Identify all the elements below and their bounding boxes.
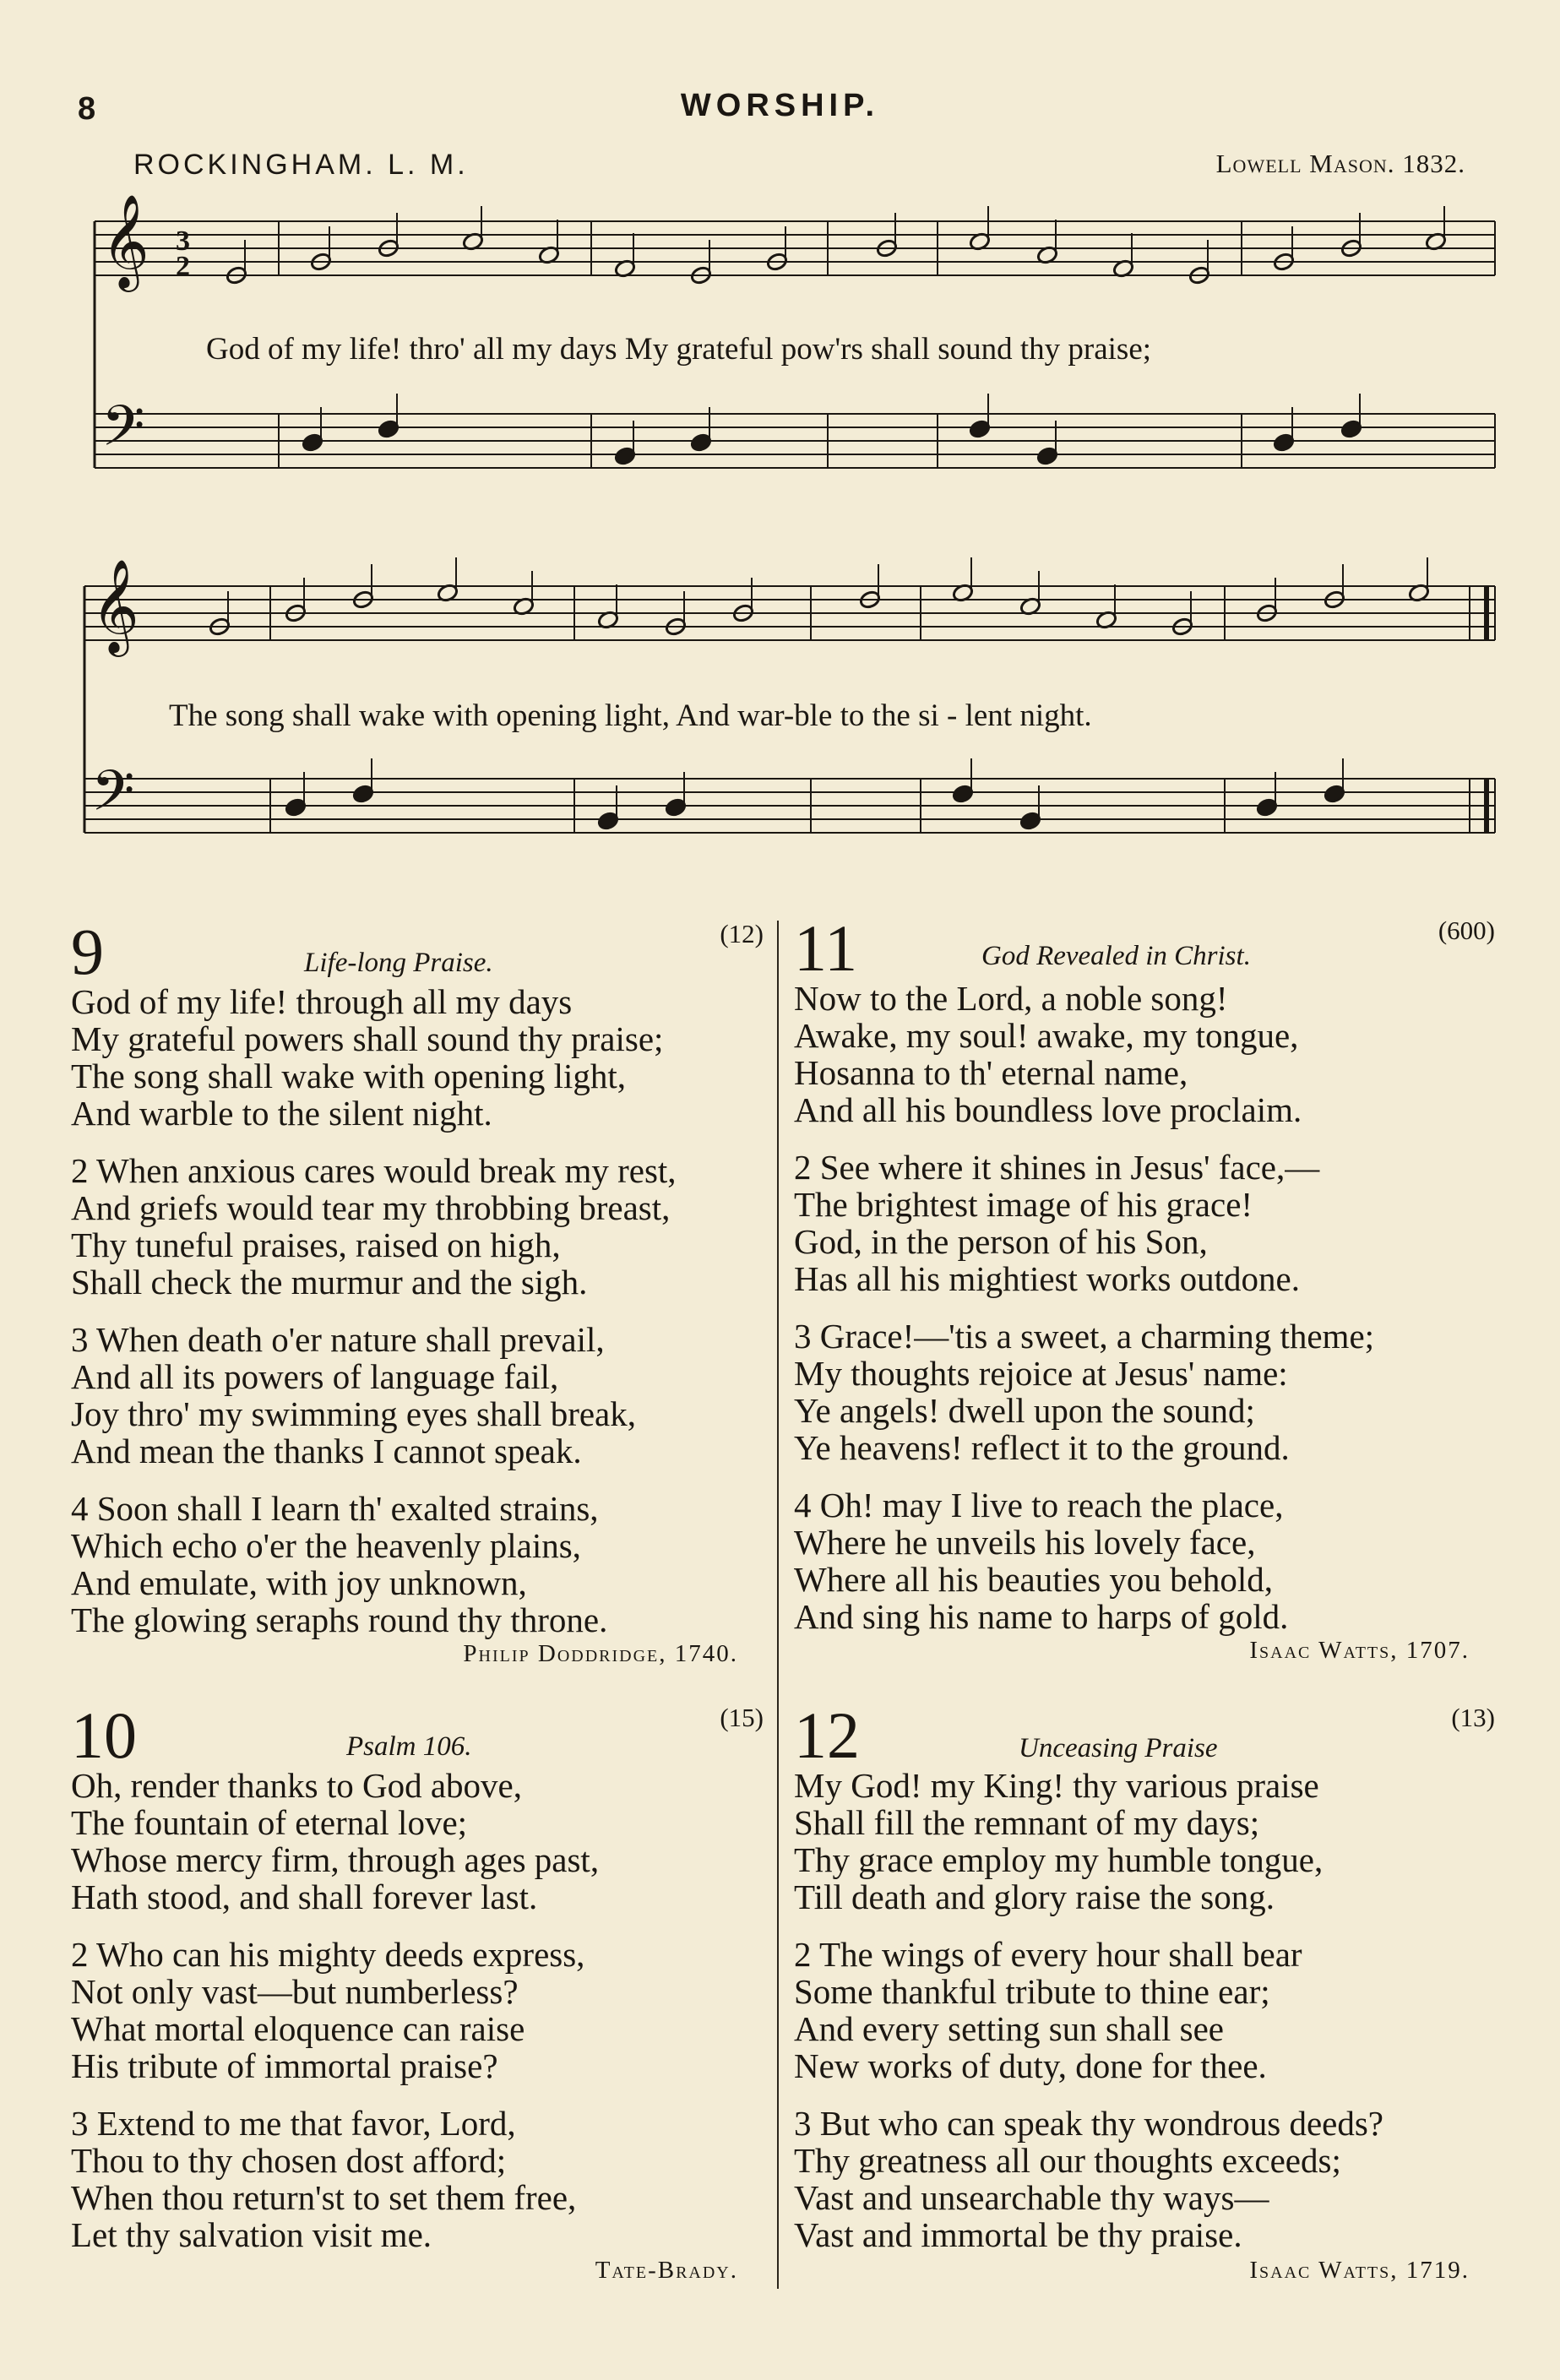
verse-line: And every setting sun shall see [794, 2009, 1224, 2048]
verse-line: And all his boundless love proclaim. [794, 1090, 1302, 1129]
hymn-title: Unceasing Praise [1019, 1733, 1218, 1763]
verse-line: Which echo o'er the heavenly plains, [71, 1526, 581, 1565]
hymn-reference: (12) [720, 919, 764, 948]
attribution: Tate-Brady. [595, 2257, 738, 2284]
verse-line: 3 Grace!—'tis a sweet, a charming theme; [794, 1317, 1375, 1356]
verse-line: Joy thro' my swimming eyes shall break, [71, 1394, 636, 1433]
verse-line: Thy greatness all our thoughts exceeds; [794, 2141, 1341, 2180]
verse-line: Not only vast—but numberless? [71, 1972, 519, 2011]
verse-line: Shall fill the remnant of my days; [794, 1803, 1260, 1842]
verse-line: Oh, render thanks to God above, [71, 1766, 523, 1805]
verse-line: Has all his mightiest works outdone. [794, 1259, 1301, 1298]
stanza-3 [794, 2105, 1383, 2253]
verse-line: 4 Oh! may I live to reach the place, [794, 1486, 1284, 1524]
stanza-2 [71, 1936, 584, 2084]
time-signature-top: 3 [176, 226, 190, 257]
verse-line: Some thankful tribute to thine ear; [794, 1972, 1270, 2011]
lyric-line-2: The song shall wake with opening light, And war-ble to the si - lent night. [169, 698, 1092, 733]
verse-line: 2 When anxious cares would break my rest, [71, 1151, 677, 1190]
attribution: Philip Doddridge, 1740. [463, 1640, 738, 1667]
stanza-1 [794, 980, 1302, 1128]
verse-line: Where all his beauties you behold, [794, 1560, 1273, 1599]
hymn-12 [794, 1698, 1495, 2294]
verse-line: 2 Who can his mighty deeds express, [71, 1935, 585, 1974]
time-signature-bottom: 2 [176, 251, 190, 282]
hymn-number: 11 [794, 911, 858, 985]
hymn-title: God Revealed in Christ. [981, 941, 1251, 971]
verse-line: Thou to thy chosen dost afford; [71, 2141, 507, 2180]
verse-line: What mortal eloquence can raise [71, 2009, 525, 2048]
verse-line: God, in the person of his Son, [794, 1222, 1208, 1261]
verse-line: Ye heavens! reflect it to the ground. [794, 1428, 1290, 1467]
verse-line: 4 Soon shall I learn th' exalted strains, [71, 1489, 599, 1528]
verse-line: 3 Extend to me that favor, Lord, [71, 2104, 516, 2143]
verse-line: Vast and unsearchable thy ways— [794, 2178, 1269, 2217]
verse-line: Ye angels! dwell upon the sound; [794, 1391, 1255, 1430]
stanza-2 [794, 1936, 1302, 2084]
lyric-line-1: God of my life! thro' all my days My grateful pow'rs shall sound thy praise; [206, 332, 1152, 367]
stanza-1 [71, 983, 663, 1132]
verse-line: Where he unveils his lovely face, [794, 1523, 1256, 1562]
stanza-3 [71, 1321, 636, 1470]
page-number: 8 [78, 91, 96, 127]
verse-line: 2 See where it shines in Jesus' face,— [794, 1148, 1320, 1187]
verse-line: The song shall wake with opening light, [71, 1057, 627, 1095]
verse-line: The brightest image of his grace! [794, 1185, 1253, 1224]
verse-line: Let thy salvation visit me. [71, 2215, 432, 2254]
verse-line: Shall check the murmur and the sigh. [71, 1263, 588, 1301]
tune-name: ROCKINGHAM. L. M. [133, 149, 469, 181]
stanza-3 [71, 2105, 576, 2253]
hymn-9 [71, 915, 764, 1679]
verse-line: Now to the Lord, a noble song! [794, 979, 1228, 1018]
verse-line: God of my life! through all my days [71, 982, 573, 1021]
verse-line: The glowing seraphs round thy throne. [71, 1600, 608, 1639]
bass-clef-icon: 𝄢 [101, 394, 145, 472]
hymn-10 [71, 1698, 764, 2294]
verse-line: Awake, my soul! awake, my tongue, [794, 1016, 1299, 1055]
verse-line: And sing his name to harps of gold. [794, 1597, 1289, 1636]
verse-line: And all its powers of language fail, [71, 1357, 559, 1396]
attribution: Isaac Watts, 1719. [1249, 2257, 1470, 2284]
verse-line: Whose mercy firm, through ages past, [71, 1840, 600, 1879]
verse-line: And warble to the silent night. [71, 1094, 492, 1133]
stanza-3 [794, 1318, 1374, 1466]
verse-line: My grateful powers shall sound thy praise; [71, 1019, 664, 1058]
verse-line: Thy tuneful praises, raised on high, [71, 1225, 561, 1264]
section-title: WORSHIP. [680, 88, 880, 123]
verse-line: Hath stood, and shall forever last. [71, 1877, 538, 1916]
hymn-reference: (15) [720, 1703, 764, 1732]
hymn-title: Psalm 106. [346, 1731, 472, 1762]
verse-line: Hosanna to th' eternal name, [794, 1053, 1188, 1092]
stanza-4 [794, 1486, 1288, 1635]
verse-line: And mean the thanks I cannot speak. [71, 1432, 582, 1470]
verse-line: And griefs would tear my throbbing breast, [71, 1188, 671, 1227]
stanza-2 [794, 1149, 1319, 1297]
hymn-11 [794, 911, 1495, 1676]
hymn-number: 12 [794, 1698, 860, 1772]
stanza-1 [71, 1767, 599, 1915]
verse-line: Thy grace employ my humble tongue, [794, 1840, 1324, 1879]
stanza-2 [71, 1152, 677, 1301]
treble-clef-icon: 𝄞 [91, 558, 139, 653]
verse-line: Till death and glory raise the song. [794, 1877, 1275, 1916]
bass-clef-icon: 𝄢 [91, 758, 135, 837]
hymn-number: 10 [71, 1698, 137, 1772]
verse-line: Vast and immortal be thy praise. [794, 2215, 1242, 2254]
verse-line: 2 The wings of every hour shall bear [794, 1935, 1302, 1974]
composer-credit: Lowell Mason. 1832. [1215, 149, 1465, 178]
verse-line: His tribute of immortal praise? [71, 2046, 498, 2085]
attribution: Isaac Watts, 1707. [1249, 1637, 1470, 1664]
verse-line: 3 When death o'er nature shall prevail, [71, 1320, 605, 1359]
music-score [0, 0, 1560, 895]
treble-clef-icon: 𝄞 [101, 193, 149, 288]
verse-line: The fountain of eternal love; [71, 1803, 468, 1842]
verse-line: My God! my King! thy various praise [794, 1766, 1319, 1805]
hymn-reference: (600) [1438, 916, 1495, 945]
hymn-title: Life-long Praise. [304, 948, 493, 978]
stanza-4 [71, 1490, 607, 1638]
verse-line: When thou return'st to set them free, [71, 2178, 577, 2217]
verse-line: 3 But who can speak thy wondrous deeds? [794, 2104, 1384, 2143]
verse-line: And emulate, with joy unknown, [71, 1563, 527, 1602]
stanza-1 [794, 1767, 1323, 1915]
column-divider [777, 921, 779, 2289]
verse-line: My thoughts rejoice at Jesus' name: [794, 1354, 1288, 1393]
hymn-reference: (13) [1451, 1703, 1495, 1732]
hymn-number: 9 [71, 915, 104, 988]
verse-line: New works of duty, done for thee. [794, 2046, 1267, 2085]
